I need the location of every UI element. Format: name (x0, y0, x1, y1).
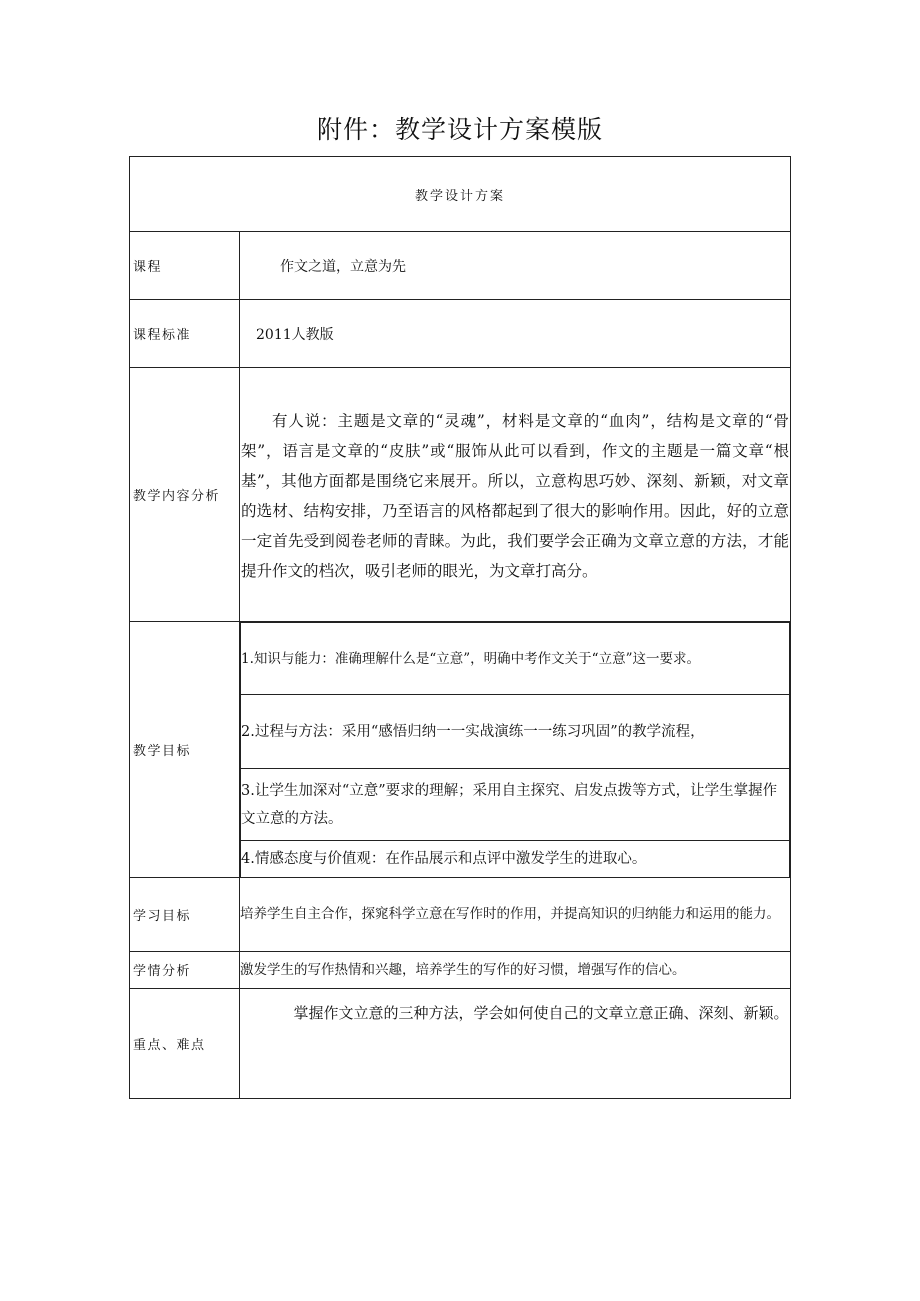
standard-value: 2011人教版 (240, 300, 791, 368)
content-analysis-text: 有人说：主题是文章的“灵魂”，材料是文章的“血肉”，结构是文章的“骨架”，语言是文章的“皮肤”或“服饰从此可以看到，作文的主题是一篇文章“根基”，其他方面都是围绕它来展开。所以，立意构思巧妙、深刻、新颖，对文章的选材、结构安排，乃至语言的风格都起到了很大的影响作用。因此，好的立意一定首先受到阅卷老师的青睐。为此，我们要学会正确为文章立意的方法，才能提升作文的档次，吸引老师的眼光，为文章打高分。 (241, 411, 790, 580)
learning-goals-text: 培养学生自主合作，探窕科学立意在写作时的作用，并提高知识的归纳能力和运用的能力。 (240, 877, 791, 951)
lesson-plan-table (129, 156, 791, 1099)
learner-analysis-row (130, 951, 791, 988)
course-value: 作文之道，立意为先 (240, 232, 791, 300)
standard-label: 课程标准 (130, 300, 240, 368)
learning-goals-label: 学习目标 (130, 877, 240, 951)
standard-row (130, 300, 791, 368)
teaching-goal-item: 4.情感态度与价值观：在作品展示和点评中激发学生的进取心。 (241, 841, 790, 877)
course-label: 课程 (130, 232, 240, 300)
key-points-row (130, 988, 791, 1098)
teaching-goals-row (130, 622, 791, 878)
key-points-text: 掌握作文立意的三种方法，学会如何使自己的文章立意正确、深刻、新颖。 (293, 1003, 789, 1022)
content-analysis-row (130, 368, 791, 622)
teaching-goals-label: 教学目标 (130, 622, 240, 878)
course-row (130, 232, 791, 300)
table-header-row (130, 157, 791, 232)
teaching-goals-list (240, 622, 790, 877)
teaching-goal-item: 3.让学生加深对“立意”要求的理解；采用自主探究、启发点拨等方式，让学生掌握作文立意的方法。 (241, 769, 790, 841)
document-title: 附件：教学设计方案模版 (316, 115, 603, 144)
key-points-cell (240, 988, 791, 1098)
teaching-goal-item: 1.知识与能力：准确理解什么是“立意”，明确中考作文关于“立意”这一要求。 (241, 623, 790, 695)
teaching-goals-cell (240, 622, 791, 878)
learning-goals-row (130, 877, 791, 951)
learner-analysis-label: 学情分析 (130, 951, 240, 988)
content-analysis-cell (240, 368, 791, 622)
teaching-goal-item: 2.过程与方法：采用“感悟归纳一一实战演练一一练习巩固”的教学流程， (241, 695, 790, 769)
key-points-label: 重点、难点 (130, 988, 240, 1098)
learner-analysis-text: 激发学生的写作热情和兴趣，培养学生的写作的好习惯，增强写作的信心。 (240, 951, 791, 988)
content-analysis-label: 教学内容分析 (130, 368, 240, 622)
table-header: 教学设计方案 (130, 157, 791, 232)
